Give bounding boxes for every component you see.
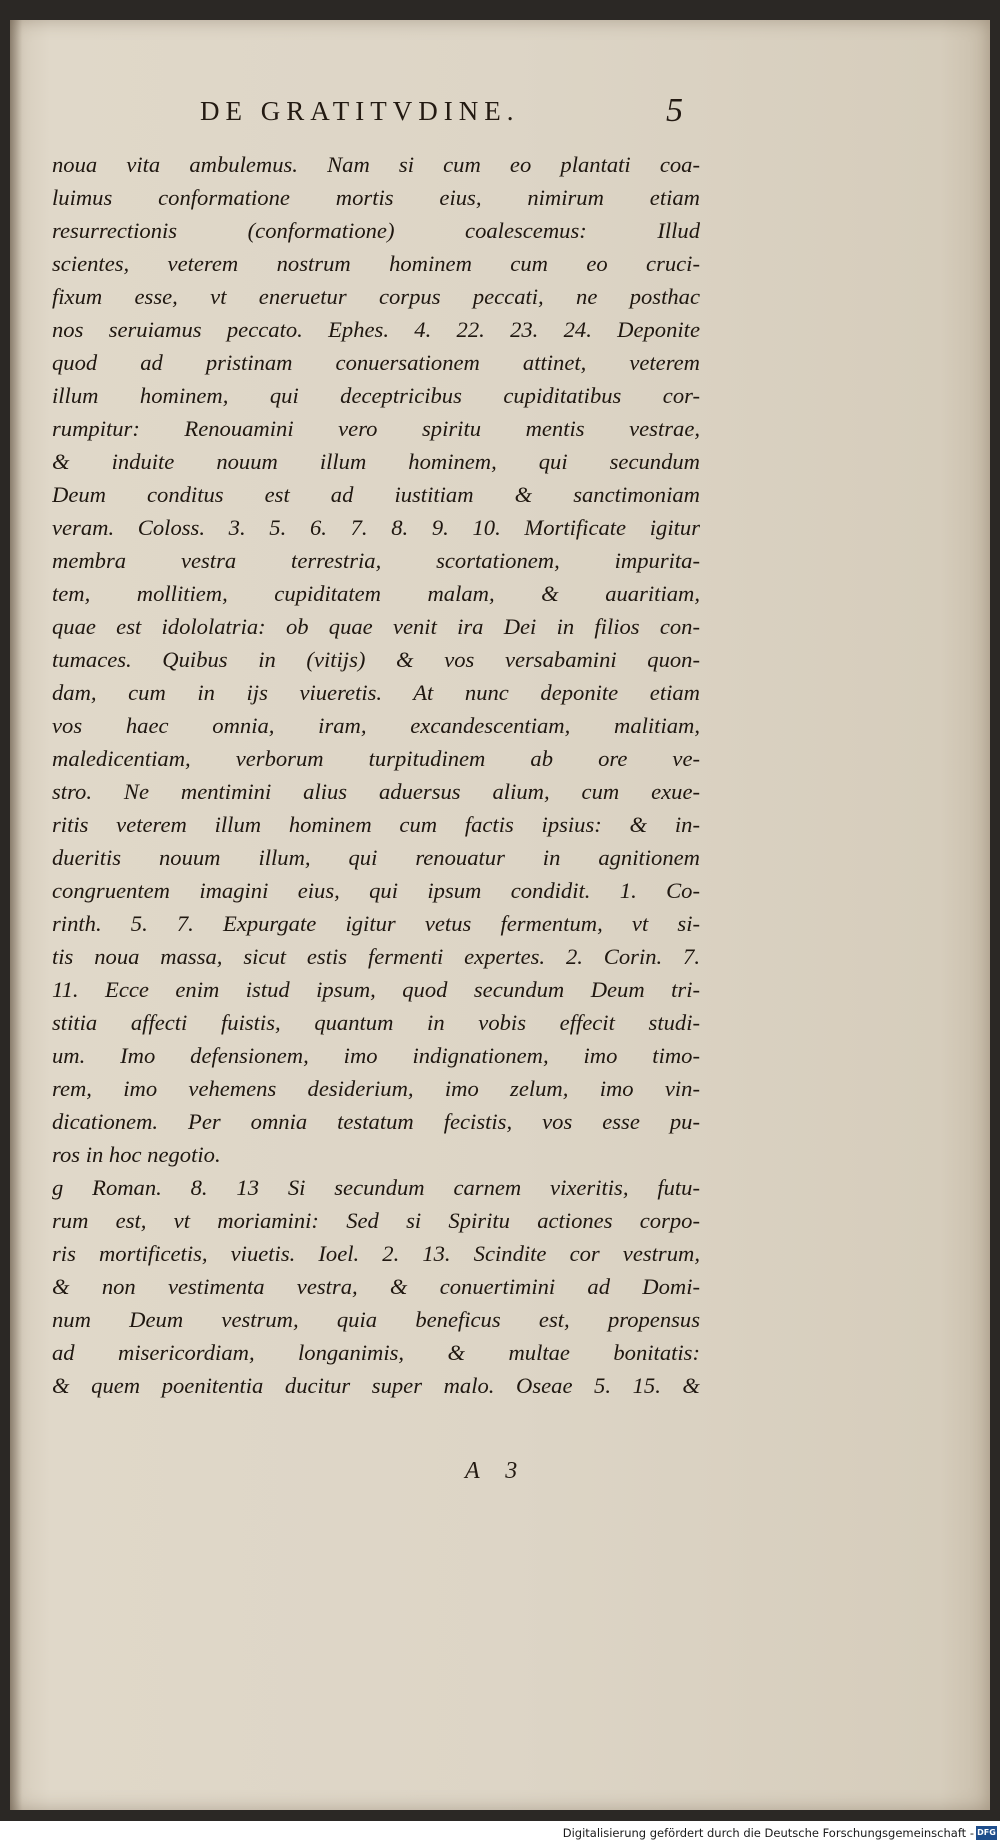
text-line: ros in hoc negotio. xyxy=(52,1142,221,1167)
text-line: congruentem imagini eius, qui ipsum condidit. 1. Co- xyxy=(52,878,700,903)
text-line: 11. Ecce enim istud ipsum, quod secundum Deum tri- xyxy=(52,977,700,1002)
text-line: noua vita ambulemus. Nam si cum eo plantati coa- xyxy=(52,152,700,177)
text-line: quod ad pristinam conuersationem attinet, veterem xyxy=(52,350,700,375)
text-line: quae est idololatria: ob quae venit ira Dei in filios con- xyxy=(52,614,700,639)
text-line: luimus conformatione mortis eius, nimirum etiam xyxy=(52,185,700,210)
text-line: g Roman. 8. 13 Si secundum carnem vixeritis, futu- xyxy=(52,1175,700,1200)
text-line: tis noua massa, sicut estis fermenti expertes. 2. Corin. 7. xyxy=(52,944,700,969)
text-line: veram. Coloss. 3. 5. 6. 7. 8. 9. 10. Mortificate igitur xyxy=(52,515,700,540)
body-text xyxy=(52,148,700,1402)
text-line: membra vestra terrestria, scortationem, impurita- xyxy=(52,548,700,573)
text-line: & induite nouum illum hominem, qui secundum xyxy=(52,449,700,474)
text-line: maledicentiam, verborum turpitudinem ab ore ve- xyxy=(52,746,700,771)
text-line: resurrectionis (conformatione) coalescemus: Illud xyxy=(52,218,700,243)
text-line: dueritis nouum illum, qui renouatur in agnitionem xyxy=(52,845,700,870)
text-line: tem, mollitiem, cupiditatem malam, & auaritiam, xyxy=(52,581,700,606)
text-line: scientes, veterem nostrum hominem cum eo cruci- xyxy=(52,251,700,276)
text-line: fixum esse, vt eneruetur corpus peccati, ne posthac xyxy=(52,284,700,309)
text-line: ad misericordiam, longanimis, & multae bonitatis: xyxy=(52,1340,700,1365)
text-line: num Deum vestrum, quia beneficus est, propensus xyxy=(52,1307,700,1332)
text-line: Deum conditus est ad iustitiam & sanctimoniam xyxy=(52,482,700,507)
text-line: illum hominem, qui deceptricibus cupiditatibus cor- xyxy=(52,383,700,408)
running-head: DE GRATITVDINE. xyxy=(200,96,520,126)
text-line: um. Imo defensionem, imo indignationem, imo timo- xyxy=(52,1043,700,1068)
digitization-footer xyxy=(0,1821,1000,1843)
text-line: rem, imo vehemens desiderium, imo zelum, imo vin- xyxy=(52,1076,700,1101)
text-line: ris mortificetis, viuetis. Ioel. 2. 13. Scindite cor vestrum, xyxy=(52,1241,700,1266)
book-page xyxy=(10,20,990,1810)
text-line: rum est, vt moriamini: Sed si Spiritu actiones corpo- xyxy=(52,1208,700,1233)
text-line: dam, cum in ijs viueretis. At nunc deponite etiam xyxy=(52,680,700,705)
text-line: dicationem. Per omnia testatum fecistis, vos esse pu- xyxy=(52,1109,700,1134)
text-line: ritis veterem illum hominem cum factis ipsius: & in- xyxy=(52,812,700,837)
text-line: & quem poenitentia ducitur super malo. Oseae 5. 15. & xyxy=(52,1373,700,1398)
text-line: rinth. 5. 7. Expurgate igitur vetus fermentum, vt si- xyxy=(52,911,700,936)
text-line: vos haec omnia, iram, excandescentiam, malitiam, xyxy=(52,713,700,738)
dfg-logo-icon: DFG xyxy=(976,1826,997,1840)
text-line: & non vestimenta vestra, & conuertimini ad Domi- xyxy=(52,1274,700,1299)
text-line: nos seruiamus peccato. Ephes. 4. 22. 23. 24. Deponite xyxy=(52,317,700,342)
funding-credit: Digitalisierung gefördert durch die Deutsche Forschungsgemeinschaft - xyxy=(562,1826,974,1840)
page-header xyxy=(10,92,990,136)
page-number: 5 xyxy=(666,92,683,129)
signature-mark: A 3 xyxy=(465,1458,528,1484)
text-line: stro. Ne mentimini alius aduersus alium, cum exue- xyxy=(52,779,700,804)
text-line: stitia affecti fuistis, quantum in vobis effecit studi- xyxy=(52,1010,700,1035)
text-line: rumpitur: Renouamini vero spiritu mentis vestrae, xyxy=(52,416,700,441)
text-line: tumaces. Quibus in (vitijs) & vos versabamini quon- xyxy=(52,647,700,672)
